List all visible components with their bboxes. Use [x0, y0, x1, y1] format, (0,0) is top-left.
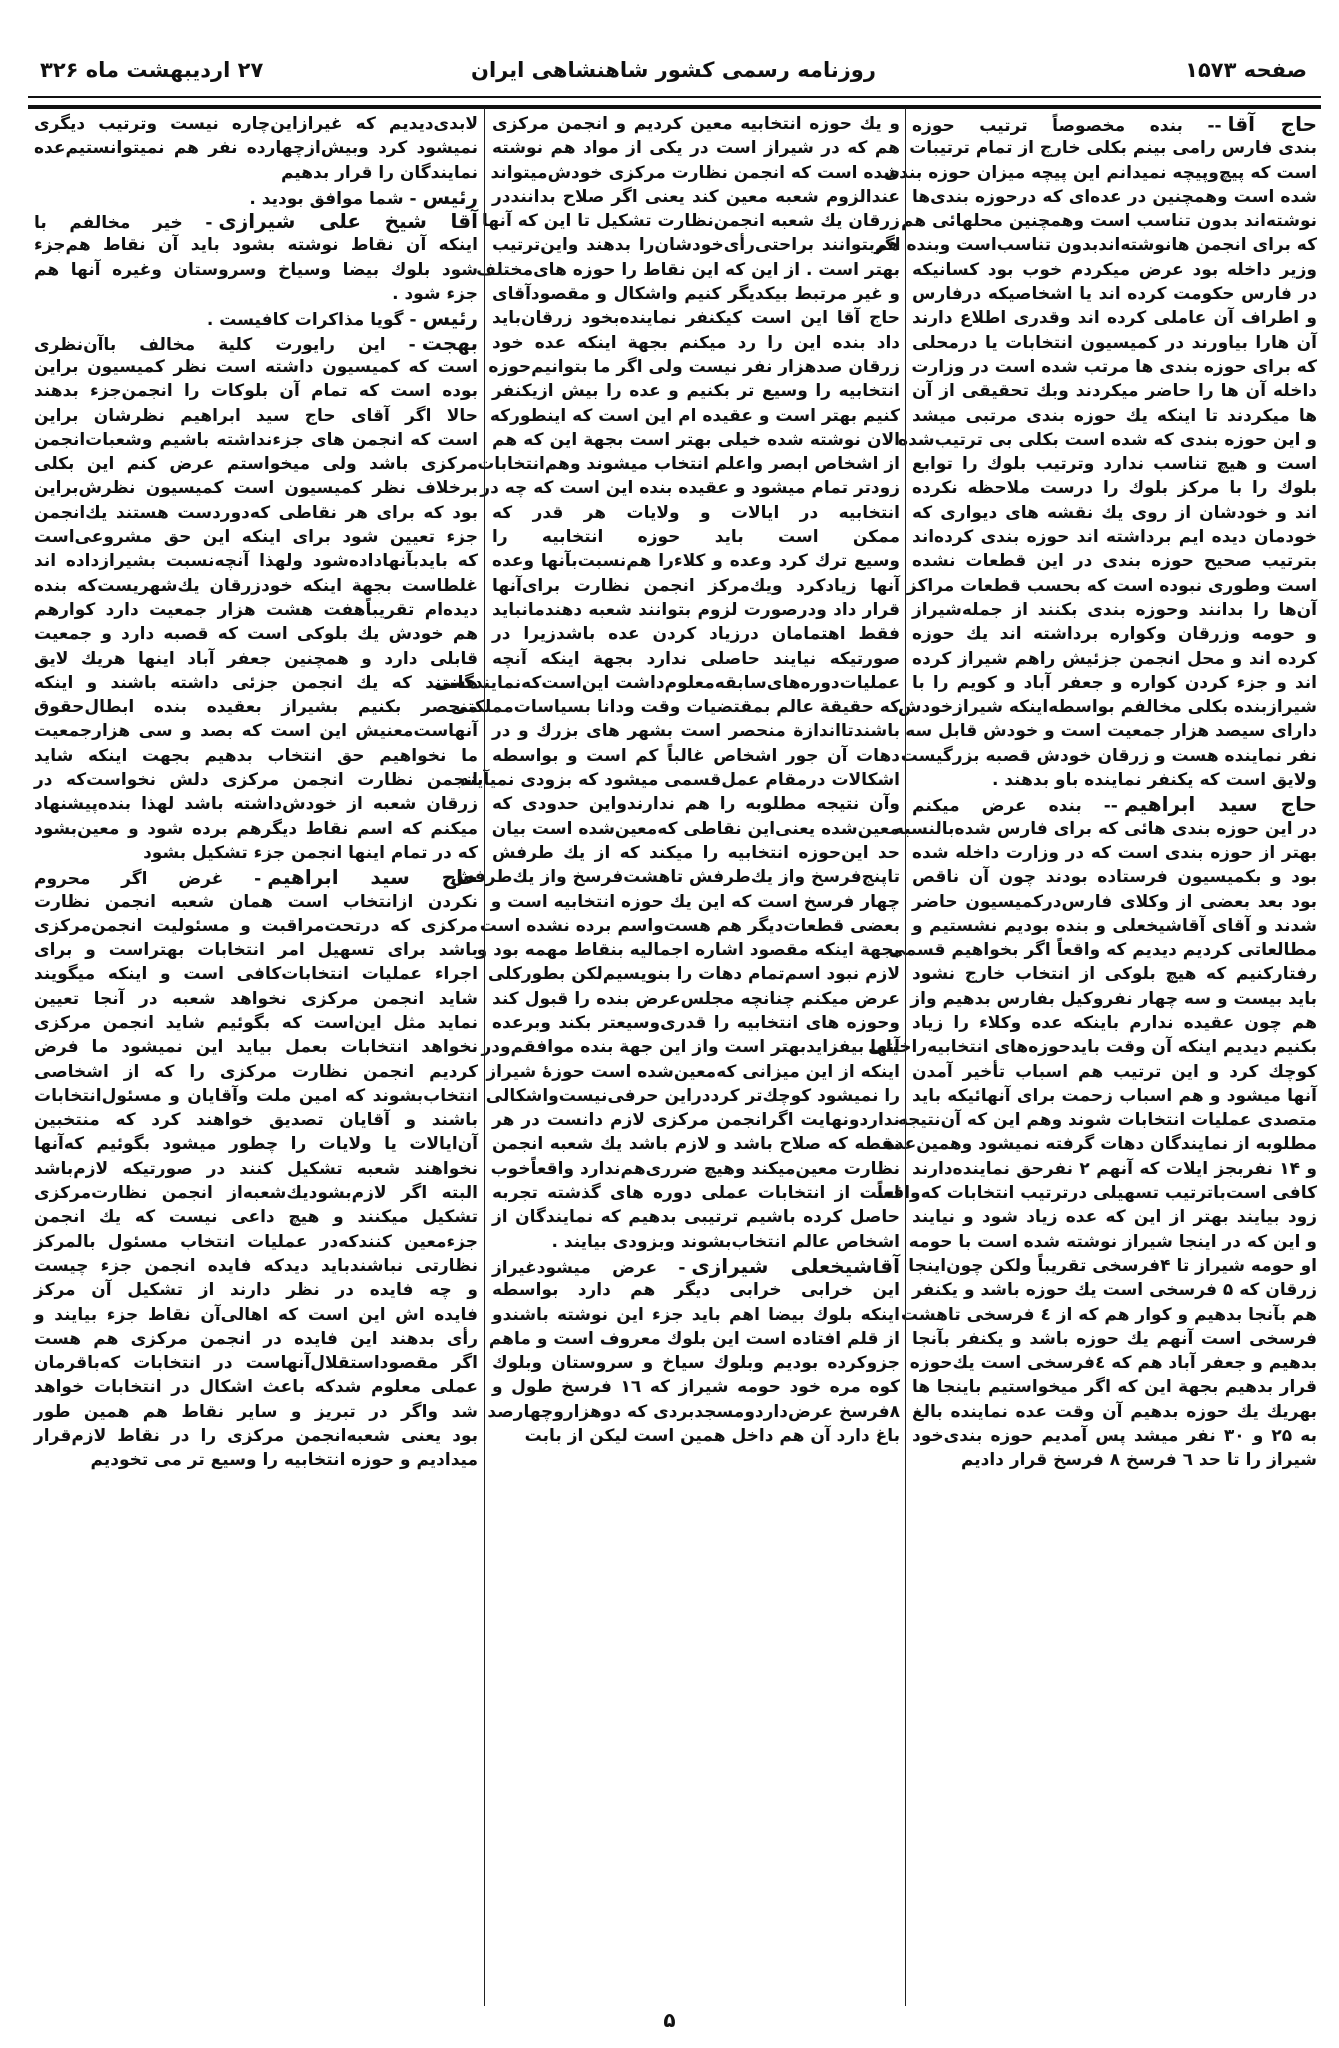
text-line: لابدی‌دیدیم که غیرازاین‌چاره نیست وترتیب دیگری	[34, 114, 478, 134]
text-line: باشندتااندازة منحصر است بشهر های بزرك و در	[492, 721, 900, 742]
column-divider	[484, 108, 485, 2006]
issue-date: ۲۷ اردیبهشت ماه ۳۲۶	[40, 58, 264, 82]
text-line: است که کمیسیون داشته است نظر کمیسیون براین	[34, 356, 478, 377]
speech-text: -- بنده مخصوصاً ترتیب حوزه	[912, 116, 1222, 136]
speaker-line	[492, 1254, 900, 1278]
text-line: اینکه بلوك بیضا اهم باید جزء این نوشته باشندو	[492, 1304, 900, 1325]
speech-text: - گویا مذاکرات کافیست .	[206, 310, 417, 331]
page-label: صفحه ۱۵۷۳	[1185, 58, 1307, 82]
text-line: وآن نتیجه مطلوبه را هم ندارندواین حدودی که	[492, 794, 900, 815]
text-line: جزوکرده بودیم وبلوك سیاخ و سروستان وبلوك	[492, 1353, 900, 1374]
speaker-name: آقا شیخ علی شیرازی	[218, 209, 478, 234]
text-line: شده است وهمچنین در عده‌ای که درحوزه بندی‌ها	[912, 186, 1317, 207]
text-line: بلوك را با مرکز بلوك را درست ملاحظه نکرده	[912, 478, 1317, 499]
text-line: ما نخواهیم حق انتخاب بدهیم بجهت اینکه شاید	[34, 745, 478, 766]
text-line: بکنیم دیدیم اینکه آن وقت بایدحوزه‌های انتخابیه‌راخیلی	[868, 1037, 1317, 1058]
page-number: ۵	[663, 2008, 676, 2032]
text-line: انتخابیه در ایالات و ولایات هر قدر که	[492, 502, 900, 523]
text-line: قابلی دارد و همچنین جعفر آباد اینها هریك لایق	[34, 648, 478, 669]
text-line: مطالعاتی کردیم دیدیم که واقعاً اگر بخواهیم قسمی	[888, 940, 1317, 961]
text-line: زرقان صدهزار نفر نیست ولی اگر ما بتوانیم‌حوزه	[488, 356, 900, 377]
text-line: است و هیچ تناسب ندارد وترتیب بلوك را توابع	[912, 454, 1317, 475]
text-line: زود بیایند بهتر از این که عده زیاد شود و نیایند	[912, 1207, 1317, 1228]
text-line: ممکن است باید حوزه انتخابیه را	[492, 527, 900, 548]
text-line: نمیشود کرد وبیش‌ازچهارده نفر هم نمیتوانستیم‌عده	[34, 138, 478, 159]
text-line: شده است که انجمن نظارت مرکزی خودش‌میتواند	[490, 162, 900, 183]
text-line: اند و خودشان از روی یك نقشه های دیواری که	[912, 502, 1317, 523]
text-line: بهریك یك حوزه بدهیم آن وقت عده نماینده بالغ	[912, 1401, 1317, 1422]
speech-text: - غرض اگر محروم	[34, 869, 262, 890]
text-line: نکردن ازانتخاب است همان شعبه انجمن نظارت	[34, 891, 478, 912]
text-line: لازم نبود اسم‌تمام دهات را بنویسیم‌لکن بطورکلی	[487, 964, 900, 985]
text-line: انتخابیه را وسیع تر بکنیم و عده را بیش ازیکنفر	[492, 381, 900, 402]
text-line: ۸فرسخ عرض‌دارد‌ومسجدبردی که دوهزاروچهارصد	[487, 1401, 900, 1422]
text-line: بهتر از حوزه بندی است که در وزارت داخله شده	[912, 842, 1317, 863]
text-line: بجهة اینکه مقصود اشاره اجمالیه بنقاط مهمه بود و	[476, 940, 900, 961]
text-line: معین‌شده یعنی‌این نقاطی که‌معین‌شده است بیان	[491, 818, 900, 839]
text-line: زرقان که ۵ فرسخی است یك حوزه باشد و یکنفر	[912, 1280, 1317, 1301]
text-line: میکنم که اسم نقاط دیگرهم برده شود و معین‌بشود	[34, 818, 478, 839]
text-line: کوه مره خود حومه شیراز که ۱٦ فرسخ طول و	[492, 1377, 901, 1398]
text-line: هستند که یك انجمن جزئی داشته باشند و اینکه	[34, 672, 478, 693]
text-line: شیراز را تا حد ٦ فرسخ ۸ فرسخ قرار دادیم	[960, 1450, 1317, 1471]
text-line: نقطه که صلاح باشد و لازم باشد یك شعبه انجمن	[492, 1134, 900, 1155]
speaker-name: حاج سید ابراهیم	[1123, 792, 1317, 817]
text-line: زودتر تمام میشود و عقیده بنده این است که چه در	[480, 478, 900, 499]
text-line: مطلوبه از نمایندگان دهات گرفته نمیشود وهمین‌عده	[884, 1134, 1317, 1155]
text-line: او حومه شیراز تا ۴فرسخی تقریباً ولکن چون‌اینجا	[908, 1255, 1317, 1276]
text-line: بوده است که تمام آن بلوکات را انجمن‌جزء بدهند	[34, 381, 478, 402]
speaker-name: حاج آقا	[1227, 112, 1317, 136]
text-line: داد بنده این را رد میکنم بجهة اینکه عده خود	[492, 332, 900, 353]
text-line: آنها زیادکرد ویك‌مرکز انجمن نظارت برای‌آنها	[492, 575, 900, 596]
text-line: کوچك کرد و این ترتیب هم اسباب تأخیر آمدن	[912, 1061, 1317, 1082]
text-line: و ۱۴ نفربجز ایلات که آنهم ۲ نفرحق نماینده‌دارند	[912, 1158, 1317, 1179]
text-line: دهات آن جور اشخاص غالباً کم است و بواسطه	[492, 745, 900, 766]
text-line: صورتیکه نیایند حاصلی ندارد بجهة اینکه آنچه	[492, 648, 900, 669]
text-line: بود بعد بعضی از وکلای فارس‌درکمیسیون حاضر	[912, 891, 1317, 912]
text-line: وسیع ترك کرد وعده و کلاءرا هم‌نسبت‌بآنها وعده	[492, 551, 900, 572]
text-line: اینکه از این میزانی که‌معین‌شده است حوزهٔ شیراز	[486, 1061, 900, 1082]
text-line: رأی بدهند این فایده در انجمن مرکزی هم هست	[34, 1328, 478, 1349]
text-line: هم که در شیراز است در یکی از مواد هم نوشته	[492, 138, 900, 159]
column-divider	[905, 108, 906, 2006]
text-line: آنها میشود و هم اسباب زحمت برای آنهائیکه باید	[912, 1085, 1317, 1106]
text-line: رفتارکنیم که هیچ بلوکی از انتخاب خارج نشود	[912, 964, 1317, 985]
text-line: شود بلوك بیضا وسیاخ وسروستان وغیره آنها هم	[34, 259, 478, 280]
speaker-line	[912, 112, 1317, 136]
speech-text: -- بنده عرض میکنم	[912, 796, 1118, 817]
text-line: وحوزه های انتخابیه را قدری‌وسیعتر بکند وبرعده	[492, 1012, 900, 1033]
text-line: نخواهد انتخابات بعمل بیاید این نمیشود ما فرض	[34, 1037, 478, 1058]
text-line: نفر نماینده هست و زرقان خودش قصبه بزرگیست	[900, 745, 1317, 766]
text-line: که برای حوزه بندی ها مرتب شده است در وزارت	[911, 356, 1317, 377]
text-line: هم‌بتوانند براحتی‌رأی‌خودشان‌را بدهند واین‌ترتیب	[492, 235, 900, 256]
text-line: باغ دارد آن هم داخل همین است لیکن از بابت	[524, 1426, 900, 1447]
text-line: فقط اهتمامان درزیاد کردن عده باشدزیرا در	[492, 624, 900, 645]
text-line: است وطوری نبوده است که بحسب قطعات مراکز	[906, 575, 1317, 596]
text-line: بود که برای هر نقاطی که‌دوردست هستند یك‌انجمن	[34, 502, 478, 523]
column-right	[868, 112, 1317, 1473]
text-line: الان نوشته شده خیلی بهتر است بجهة این که هم	[492, 429, 900, 450]
text-line: خودمان دیده ایم برداشته اند حوزه بندی کرده‌اند	[912, 527, 1317, 548]
speaker-name: رئیس	[422, 306, 478, 331]
text-line: و یك حوزه انتخابیه معین کردیم و انجمن مرکزی	[492, 114, 900, 134]
speech-text: - شما موافق بودید .	[249, 188, 417, 209]
text-line: که حقیقة عالم بمقتضیات وقت ودانا بسیاسات‌مملکتی	[450, 697, 900, 718]
text-line: نماید مثل این‌است که بگوئیم شاید انجمن مرکزی	[34, 1012, 478, 1033]
text-line: کرده اند و محل انجمن جزئیش راهم شیراز کرده	[912, 648, 1317, 669]
text-line: و حومه وزرقان وکواره برداشته اند یك حوزه	[912, 624, 1317, 645]
text-line: انجمن نظارت انجمن مرکزی دلش نخواست‌که در	[34, 770, 478, 791]
text-line: وزیر داخله بود عرض میکردم خوب بود کسانیکه	[912, 259, 1317, 280]
text-line: است که انجمن های جزءنداشته باشیم وشعبات‌انجمن	[34, 429, 478, 450]
text-line: در فارس حکومت کرده اند یا اشخاصیکه درفارس	[912, 284, 1317, 305]
text-line: را نمیشود کوچك‌تر کرددراین حرفی‌نیست‌واشکالی	[485, 1085, 900, 1106]
text-line: بهتر است . از این که این نقاط را حوزه های‌مختلف	[476, 259, 900, 280]
text-line: نمایندگان را قرار بدهیم	[280, 162, 478, 183]
text-line: و این حوزه بندی که شده است بکلی بی ترتیب‌شده	[898, 429, 1317, 450]
text-line: به ۲۵ و ۳۰ نفر میشد پس آمدیم حوزه بندی‌خود	[912, 1426, 1317, 1447]
text-line: اند و جزء کردن کواره و جعفر آباد و کویم را با	[912, 672, 1317, 693]
text-line: مرکزی که درتحت‌مراقبت و مسئولیت انجمن‌مرکزی	[34, 915, 478, 936]
text-line: عندالزوم شعبه معین کند یعنی اگر صلاح بداننددر	[492, 186, 900, 207]
text-line: و چه فایده در نظر دارند از تشکیل آن مرکز	[34, 1280, 478, 1301]
text-line: و این که در اینجا شیراز نوشته شده است با حومه	[908, 1231, 1317, 1252]
text-line: بترتیب صحیح حوزه بندی در این قطعات نشده	[912, 551, 1317, 572]
speaker-line	[34, 306, 478, 330]
speaker-name: آقاشیخعلی شیرازی	[691, 1253, 900, 1278]
text-line: کردیم انجمن نظارت مرکزی را که از اشخاصی	[34, 1061, 478, 1082]
text-line: البته اگر لازم‌بشود‌یك‌شعبه‌از انجمن نظارت‌مرکزی	[34, 1183, 478, 1204]
speaker-line	[34, 865, 478, 889]
text-line: بندی فارس رامی بینم بکلی خارج از تمام ترتیبات	[909, 138, 1317, 159]
text-line: از قلم افتاده است این بلوك معروف است و ماهم	[488, 1328, 900, 1349]
speaker-line	[34, 209, 478, 233]
speech-text: - عرض میشودغیراز	[492, 1257, 686, 1278]
text-line: زرقان شعبه از خودش‌داشته باشد لهذا بنده‌پیشنهاد	[34, 794, 478, 815]
text-line: آن‌ها را بدانند وحوزه بندی بکنند از جمله‌شیراز	[912, 599, 1317, 620]
newspaper-title: روزنامه رسمی کشور شاهنشاهی ایران	[471, 58, 876, 82]
text-line: است از انتخابات عملی دوره های گذشته تجربه	[492, 1183, 900, 1204]
text-line: هم بآنجا بدهیم و کوار هم که از ٤ فرسخی تاهشت	[900, 1304, 1317, 1325]
text-line: فایده اش این است که اهالی‌آن نقاط جزء بیایند و	[34, 1304, 478, 1325]
text-line: است که پیچ‌وپیچه نمیدانم این پیچه میزان حوزه بندی	[883, 162, 1317, 183]
text-line: آن هارا بیاورند در کمیسیون انتخابات یا درمحلی	[912, 332, 1317, 353]
text-line: چهار فرسخ است که این یك حوزه انتخابیه است و	[490, 891, 900, 912]
text-line: میدادیم و حوزه انتخابیه را وسیع تر می تخودیم	[90, 1450, 478, 1471]
text-line: برخلاف نظر کمیسیون است کمیسیون نظرش‌براین	[34, 478, 478, 499]
text-line: باشد برای تسهیل امر انتخابات بهتراست و برای	[34, 940, 478, 961]
text-line: که برای انجمن هانوشته‌اندبدون تناسب‌است وبنده اگر	[874, 235, 1317, 256]
text-line: بعضی قطعات‌دیگر هم هست‌واسم برده نشده است	[479, 915, 900, 936]
text-line: جزء شود .	[392, 284, 478, 305]
speaker-line	[34, 185, 478, 209]
text-line: هم خودش یك بلوکی است که قصبه دارد و جمعیت	[34, 624, 478, 645]
text-line: مرکزی باشد ولی میخواستم عرض کنم این بکلی	[34, 454, 478, 475]
text-line: داخله آن ها را حاضر میکردند وبك تحقیقی از آن	[912, 381, 1317, 402]
text-line: عملیات‌دوره‌های‌سابقه‌معلوم‌داشت این‌است‌که‌نمایندگانی	[433, 672, 900, 693]
text-line: اشخاص عالم انتخاب‌بشوند وبزودی بیایند .	[551, 1231, 900, 1252]
text-line: دارای سیصد هزار جمعیت است و خودش قابل سه	[905, 721, 1317, 742]
text-line: باشند و آقایان تصدیق خواهند کرد که منتخبین	[34, 1110, 478, 1131]
text-line: نخواهند شعبه تشکیل کنند در صورتیکه لازم‌باشد	[34, 1158, 478, 1179]
text-line: که در تمام اینها انجمن جزء تشکیل بشود	[143, 842, 478, 863]
speaker-name: حاج سید ابراهیم	[267, 865, 478, 890]
text-line: زرقان یك شعبه انجمن‌نظارت تشکیل تا این که آنها	[481, 211, 900, 232]
text-line: فرسخی است آنهم یك حوزه باشد و یکنفر بآنجا	[912, 1328, 1317, 1349]
text-line: آنها بیفزایدبهتر است واز این جهة بنده موافقم‌ودر	[481, 1037, 900, 1058]
text-line: حالا اگر آقای حاج سید ابراهیم نظرشان براین	[34, 405, 478, 426]
text-line: شد واگر در تبریز و سایر نقاط هم همین طور	[34, 1401, 478, 1422]
text-line: اشکالات درمقام عمل‌قسمی میشود که بزودی نمیآیند	[460, 770, 900, 791]
text-line: آنهاست‌معنیش این است که بصد و سی هزار‌جمعیت	[34, 721, 478, 742]
text-line: بدهیم و جعفر آباد هم که ٤فرسخی است یك‌حوزه	[909, 1353, 1317, 1374]
text-line: تاپنج‌فرسخ واز یك‌طرفش تاهشت‌فرسخ واز یك‌طرفش	[450, 867, 900, 888]
text-line: نظارتی نباشندباید دیدکه فایده انجمن جزء چیست	[34, 1255, 478, 1276]
text-line: منحصر بکنیم بشیراز بعقیده بنده ابطال‌حقوق	[34, 697, 478, 718]
text-line: کافی است‌باترتیب تسهیلی درترتیب انتخابات که‌واقعاً	[877, 1183, 1317, 1204]
text-line: قرار بدهیم بجهة این که اگر میخواستیم باینجا ها	[912, 1377, 1317, 1398]
text-line: عرض میکنم چنانچه مجلس‌عرض بنده را قبول کند	[492, 988, 900, 1009]
text-line: جزء تعیین شود برای اینکه این حق مشروعی‌است	[34, 527, 478, 548]
speech-text: - این رایورت کلیة مخالف باآن‌نظری	[34, 334, 416, 355]
text-line: حاج آقا این است کیکنفر نماینده‌بخود زرقان‌باید	[492, 308, 900, 329]
text-line: نوشته‌اند بدون تناسب است وهمچنین محلهائی هم	[901, 211, 1317, 232]
text-line: این خرابی خرابی دیگر هم دارد بواسطه	[492, 1280, 900, 1301]
header-rule	[28, 96, 1321, 109]
text-line: غلطاست بجهة اینکه خودزرقان یك‌شهریست‌که بنده	[34, 575, 478, 596]
speech-text: - خیر مخالفم با	[34, 213, 213, 234]
text-line: شدند و آقای آقاشیخعلی و بنده بودیم نشستیم و	[912, 915, 1317, 936]
text-line: اجراء عملیات انتخابات‌کافی است و اینکه میگویند	[34, 964, 478, 985]
text-line: نظارت معین‌میکند وهیچ ضرری‌هم‌ندارد واقعاًخوب	[490, 1158, 900, 1179]
text-line: تشکیل میکنند و هیچ داعی نیست که یك انجمن	[34, 1207, 478, 1228]
text-line: آن‌ایالات یا ولایات را چطور میشود بگوئیم که‌آنها	[34, 1134, 478, 1155]
page-header	[30, 58, 1317, 94]
text-line: بود یعنی شعبه‌انجمن مرکزی را در نقاط لازم‌قرار	[34, 1426, 478, 1447]
text-line: اینکه آن نقاط نوشته بشود باید آن نقاط هم‌جزء	[34, 235, 478, 256]
text-line: قرار داد ودرصورت لزوم بتوانند شعبه دهندمانباید	[492, 599, 900, 620]
text-line: باید بیست و سه چهار نفروکیل بفارس بدهیم واز	[910, 988, 1317, 1009]
text-line: کنیم بهتر است و عقیده ام این است که اینطورکه	[489, 405, 900, 426]
text-line: ندارد‌ونهایت اگرانجمن مرکزی لازم دانست در هر	[492, 1110, 900, 1131]
text-line: حد این‌حوزه انتخابیه را میکند که از یك طرفش	[492, 842, 900, 863]
speaker-line	[34, 331, 478, 355]
text-line: بود و بکمیسیون فرستاده بودند چون آن ناقص	[912, 867, 1317, 888]
text-line: که باید‌بآنهاداده‌شود ولهذا آنچه‌نسبت بشیرازداده اند	[34, 551, 478, 572]
text-line: جزءمعین کنندکه‌در عملیات انتخاب مسئول بالمرکز	[34, 1231, 478, 1252]
speaker-line	[912, 792, 1317, 816]
text-line: حاصل کرده باشیم ترتیبی بدهیم که نمایندگان از	[492, 1207, 900, 1228]
text-line: اگر مقصوداستقلال‌آنهاست در انتخابات که‌باقرمان	[34, 1353, 478, 1374]
text-line: ولایق است که یکنفر نماینده باو بدهند .	[991, 770, 1317, 791]
text-line: در این حوزه بندی هائی که برای فارس شده‌بالنسبه	[893, 818, 1317, 839]
text-line: ها میکردند تا اینکه یك حوزه بندی مرتبی میشد	[912, 405, 1317, 426]
speaker-name: بهجت	[421, 330, 478, 355]
text-line: و غیر مرتبط بیکدیگر کنیم واشکال و مقصودآقای	[492, 284, 900, 305]
text-line: عملی معلوم شدکه باعث اشکال در انتخابات خواهد	[34, 1377, 478, 1398]
text-line: هم چون عقیده ندارم باینکه عده وکلاء را زیاد	[912, 1012, 1317, 1033]
text-line: انتخاب‌بشوند که امین ملت وآقایان و مسئول‌انتخابات	[34, 1085, 478, 1106]
text-line: از اشخاص ابصر واعلم انتخاب میشوند وهم‌انتخابات	[477, 454, 900, 475]
text-line: و اطراف آن عاملی کرده اند وقدری اطلاع دارند	[912, 308, 1317, 329]
column-left	[34, 112, 478, 1473]
text-line: دیده‌ام تقریباًهفت هشت هزار جمعیت دارد کوارهم	[34, 599, 478, 620]
text-line: شاید انجمن مرکزی نخواهد شعبه در آنجا تعیین	[34, 988, 478, 1009]
speaker-name: رئیس	[422, 184, 478, 209]
text-line: متصدی عملیات انتخابات شوند وهم این که آن‌نتیجه	[897, 1110, 1317, 1131]
text-line: شیرازبنده بکلی مخالفم بواسطه‌اینکه شیرازخودش	[898, 697, 1317, 718]
